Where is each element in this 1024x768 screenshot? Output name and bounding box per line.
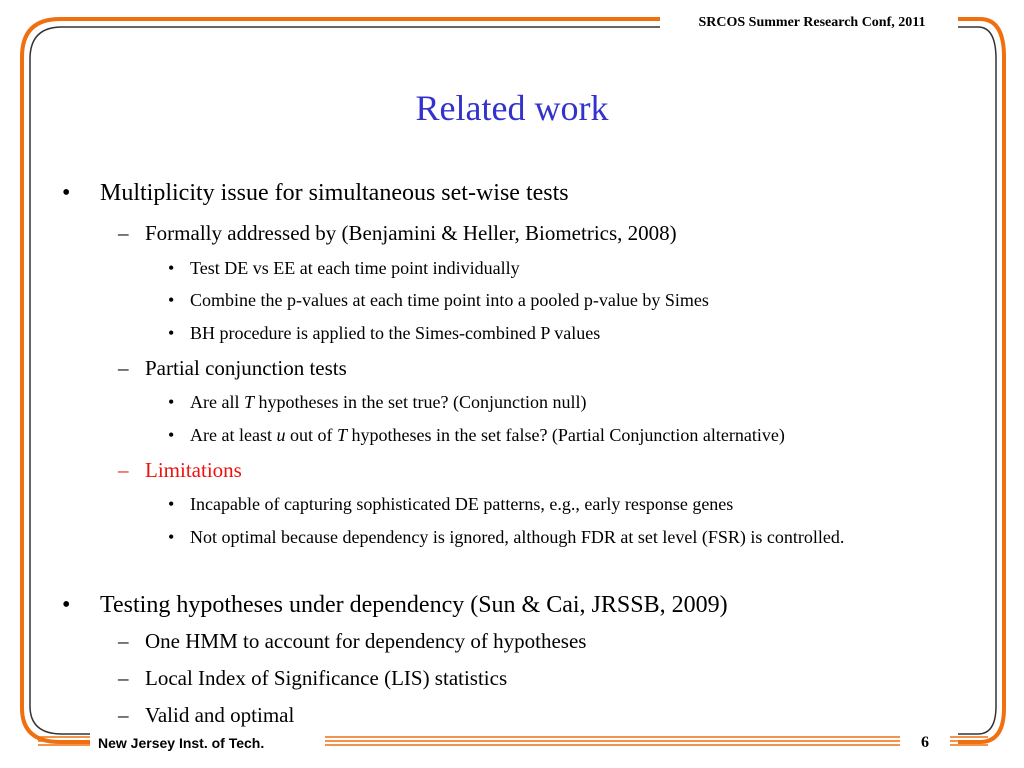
bullet-benjamini-heller: Formally addressed by (Benjamini & Heller, Biometrics, 2008): [145, 221, 677, 245]
conference-label: SRCOS Summer Research Conf, 2011: [698, 15, 926, 30]
bullet-multiplicity: Multiplicity issue for simultaneous set-wise tests: [100, 180, 569, 206]
dash-marker: –: [118, 703, 129, 727]
bullet-partial-conjunction-alt: Are at least u out of T hypotheses in the set false? (Partial Conjunction alternative): [190, 425, 785, 445]
bullet-lis-statistics: Local Index of Significance (LIS) statistics: [145, 666, 508, 690]
bullet-marker: •: [168, 258, 175, 278]
bullet-marker: •: [62, 592, 71, 618]
bullet-partial-conjunction: Partial conjunction tests: [145, 356, 347, 380]
bullet-incapable: Incapable of capturing sophisticated DE patterns, e.g., early response genes: [190, 494, 734, 514]
bullet-marker: •: [168, 425, 175, 445]
bullet-marker: •: [168, 392, 175, 412]
bullet-marker: •: [168, 323, 175, 343]
bullet-not-optimal: Not optimal because dependency is ignored, although FDR at set level (FSR) is controlled.: [190, 527, 845, 547]
dash-marker: –: [118, 221, 129, 245]
bullet-marker: •: [168, 494, 175, 514]
bullet-conjunction-null: Are all T hypotheses in the set true? (Conjunction null): [190, 392, 587, 412]
slide-title: Related work: [415, 88, 609, 128]
bullet-test-de: Test DE vs EE at each time point individually: [190, 258, 520, 278]
bullet-bh-procedure: BH procedure is applied to the Simes-combined P values: [190, 323, 601, 343]
bullet-marker: •: [62, 180, 71, 206]
dash-marker: –: [118, 356, 129, 380]
page-number: 6: [921, 734, 929, 751]
dash-marker: –: [118, 458, 129, 482]
dash-marker: –: [118, 666, 129, 690]
institution-label: New Jersey Inst. of Tech.: [98, 735, 265, 751]
bullet-limitations: Limitations: [145, 458, 242, 482]
bullet-sun-cai: Testing hypotheses under dependency (Sun & Cai, JRSSB, 2009): [100, 592, 728, 618]
bullet-valid-optimal: Valid and optimal: [145, 703, 295, 727]
bullet-combine-pvalues: Combine the p-values at each time point into a pooled p-value by Simes: [190, 290, 709, 310]
bullet-marker: •: [168, 527, 175, 547]
dash-marker: –: [118, 629, 129, 653]
bullet-one-hmm: One HMM to account for dependency of hypotheses: [145, 629, 587, 653]
bullet-marker: •: [168, 290, 175, 310]
